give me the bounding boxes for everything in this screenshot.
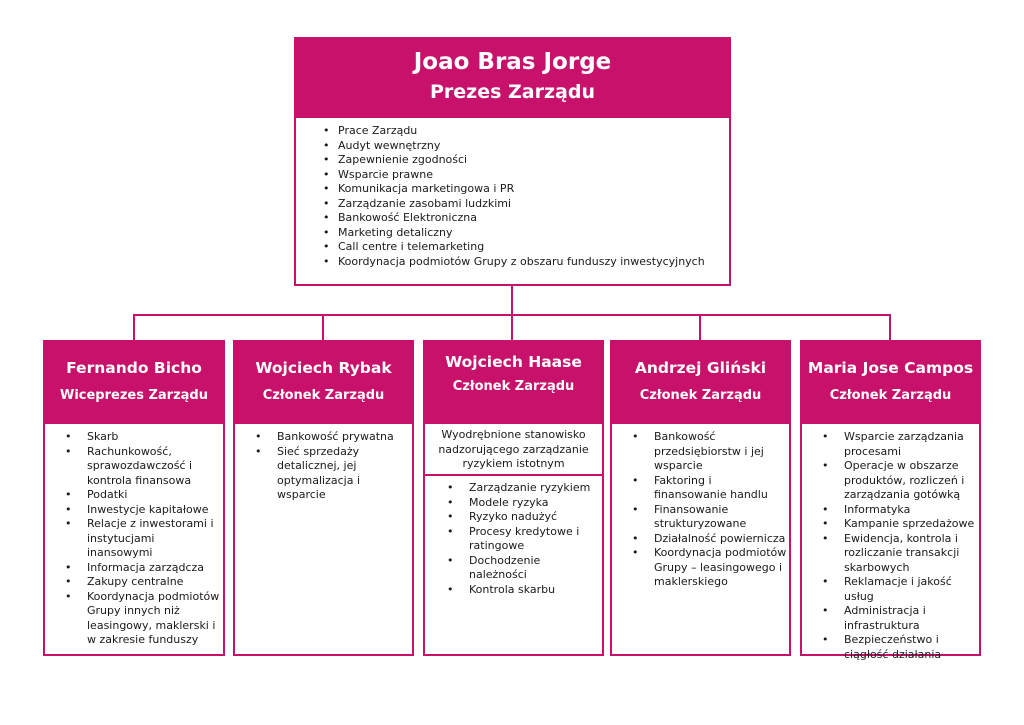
- ceo-name: Joao Bras Jorge: [413, 49, 612, 75]
- list-item: • Prace Zarządu: [316, 124, 721, 139]
- member-header: [45, 342, 223, 424]
- list-item: • Dochodzenie należności: [427, 554, 600, 583]
- member-intro-note: Wyodrębnione stanowisko nadzorującego zarządzanie ryzykiem istotnym: [438, 428, 589, 470]
- list-item: • Ryzyko nadużyć: [427, 510, 600, 525]
- member-name: Andrzej Gliński: [634, 359, 767, 377]
- list-item: • Wsparcie zarządzania procesami: [804, 430, 977, 459]
- connector-ceo-down: [511, 286, 513, 315]
- member-responsibility-list: [237, 430, 410, 503]
- member-responsibility-list: [804, 430, 977, 662]
- list-item: • Bezpieczeństwo i ciągłość działania: [804, 633, 977, 662]
- member-responsibilities: [425, 424, 602, 654]
- member-name: Wojciech Haase: [445, 353, 582, 371]
- list-item: • Komunikacja marketingowa i PR: [316, 182, 721, 197]
- list-item: • Koordynacja podmiotów Grupy – leasingowego i maklerskiego: [614, 546, 787, 590]
- connector-m4: [699, 314, 701, 341]
- member-box-fernando-bicho: [43, 340, 225, 656]
- member-header: [425, 342, 602, 424]
- list-item: • Inwestycje kapitałowe: [47, 503, 221, 518]
- list-item: • Koordynacja podmiotów Grupy innych niż leasingowy, maklerski i w zakresie funduszy: [47, 590, 221, 648]
- member-header: [612, 342, 789, 424]
- member-role: Członek Zarządu: [829, 388, 952, 403]
- connector-m2: [322, 314, 324, 341]
- list-item: • Modele ryzyka: [427, 496, 600, 511]
- ceo-role: Prezes Zarządu: [429, 81, 596, 103]
- ceo-responsibility-list: [316, 124, 721, 269]
- list-item: • Informacja zarządcza: [47, 561, 221, 576]
- list-item: • Relacje z inwestorami i instytucjami inansowymi: [47, 517, 221, 561]
- ceo-header: [296, 39, 729, 118]
- member-role: Członek Zarządu: [262, 388, 385, 403]
- list-item: • Bankowość przedsiębiorstw i jej wsparcie: [614, 430, 787, 474]
- connector-m5: [889, 314, 891, 341]
- list-item: • Faktoring i finansowanie handlu: [614, 474, 787, 503]
- list-item: • Bankowość Elektroniczna: [316, 211, 721, 226]
- list-item: • Sieć sprzedaży detalicznej, jej optymalizacja i wsparcie: [237, 445, 410, 503]
- member-responsibility-list: [614, 430, 787, 590]
- member-box-maria-jose-campos: [800, 340, 981, 661]
- connector-m1: [133, 314, 135, 341]
- list-item: • Wsparcie prawne: [316, 168, 721, 183]
- list-item: • Finansowanie strukturyzowane: [614, 503, 787, 532]
- member-responsibilities: [235, 424, 412, 654]
- list-item: • Zakupy centralne: [47, 575, 221, 590]
- member-responsibilities: [802, 424, 979, 661]
- list-item: • Zapewnienie zgodności: [316, 153, 721, 168]
- list-item: • Ewidencja, kontrola i rozliczanie transakcji skarbowych: [804, 532, 977, 576]
- ceo-box: [294, 37, 731, 286]
- list-item: • Kampanie sprzedażowe: [804, 517, 977, 532]
- member-responsibility-list: [47, 430, 221, 648]
- member-box-wojciech-rybak: [233, 340, 414, 656]
- member-box-andrzej-glinski: [610, 340, 791, 656]
- member-role: Wiceprezes Zarządu: [59, 388, 208, 403]
- member-name: Fernando Bicho: [66, 359, 202, 377]
- member-box-wojciech-haase: [423, 340, 604, 656]
- list-item: • Marketing detaliczny: [316, 226, 721, 241]
- list-item: • Bankowość prywatna: [237, 430, 410, 445]
- member-role: Członek Zarządu: [639, 388, 762, 403]
- list-item: • Informatyka: [804, 503, 977, 518]
- ceo-responsibilities: [296, 118, 729, 284]
- list-item: • Procesy kredytowe i ratingowe: [427, 525, 600, 554]
- list-item: • Rachunkowość, sprawozdawczość i kontrola finansowa: [47, 445, 221, 489]
- member-header: [802, 342, 979, 424]
- list-item: • Koordynacja podmiotów Grupy z obszaru funduszy inwestycyjnych: [316, 255, 721, 270]
- list-item: • Operacje w obszarze produktów, rozliczeń i zarządzania gotówką: [804, 459, 977, 503]
- list-item: • Call centre i telemarketing: [316, 240, 721, 255]
- connector-m3: [511, 314, 513, 341]
- list-item: • Podatki: [47, 488, 221, 503]
- member-header: [235, 342, 412, 424]
- list-item: • Audyt wewnętrzny: [316, 139, 721, 154]
- list-item: • Reklamacje i jakość usług: [804, 575, 977, 604]
- list-item: • Kontrola skarbu: [427, 583, 600, 598]
- member-responsibility-list: [427, 476, 600, 597]
- list-item: • Zarządzanie ryzykiem: [427, 481, 600, 496]
- member-responsibilities: [45, 424, 223, 654]
- member-responsibilities: [612, 424, 789, 654]
- list-item: • Skarb: [47, 430, 221, 445]
- member-name: Maria Jose Campos: [807, 359, 974, 377]
- member-name: Wojciech Rybak: [255, 359, 392, 377]
- member-role: Członek Zarządu: [452, 379, 575, 394]
- list-item: • Zarządzanie zasobami ludzkimi: [316, 197, 721, 212]
- list-item: • Działalność powiernicza: [614, 532, 787, 547]
- list-item: • Administracja i infrastruktura: [804, 604, 977, 633]
